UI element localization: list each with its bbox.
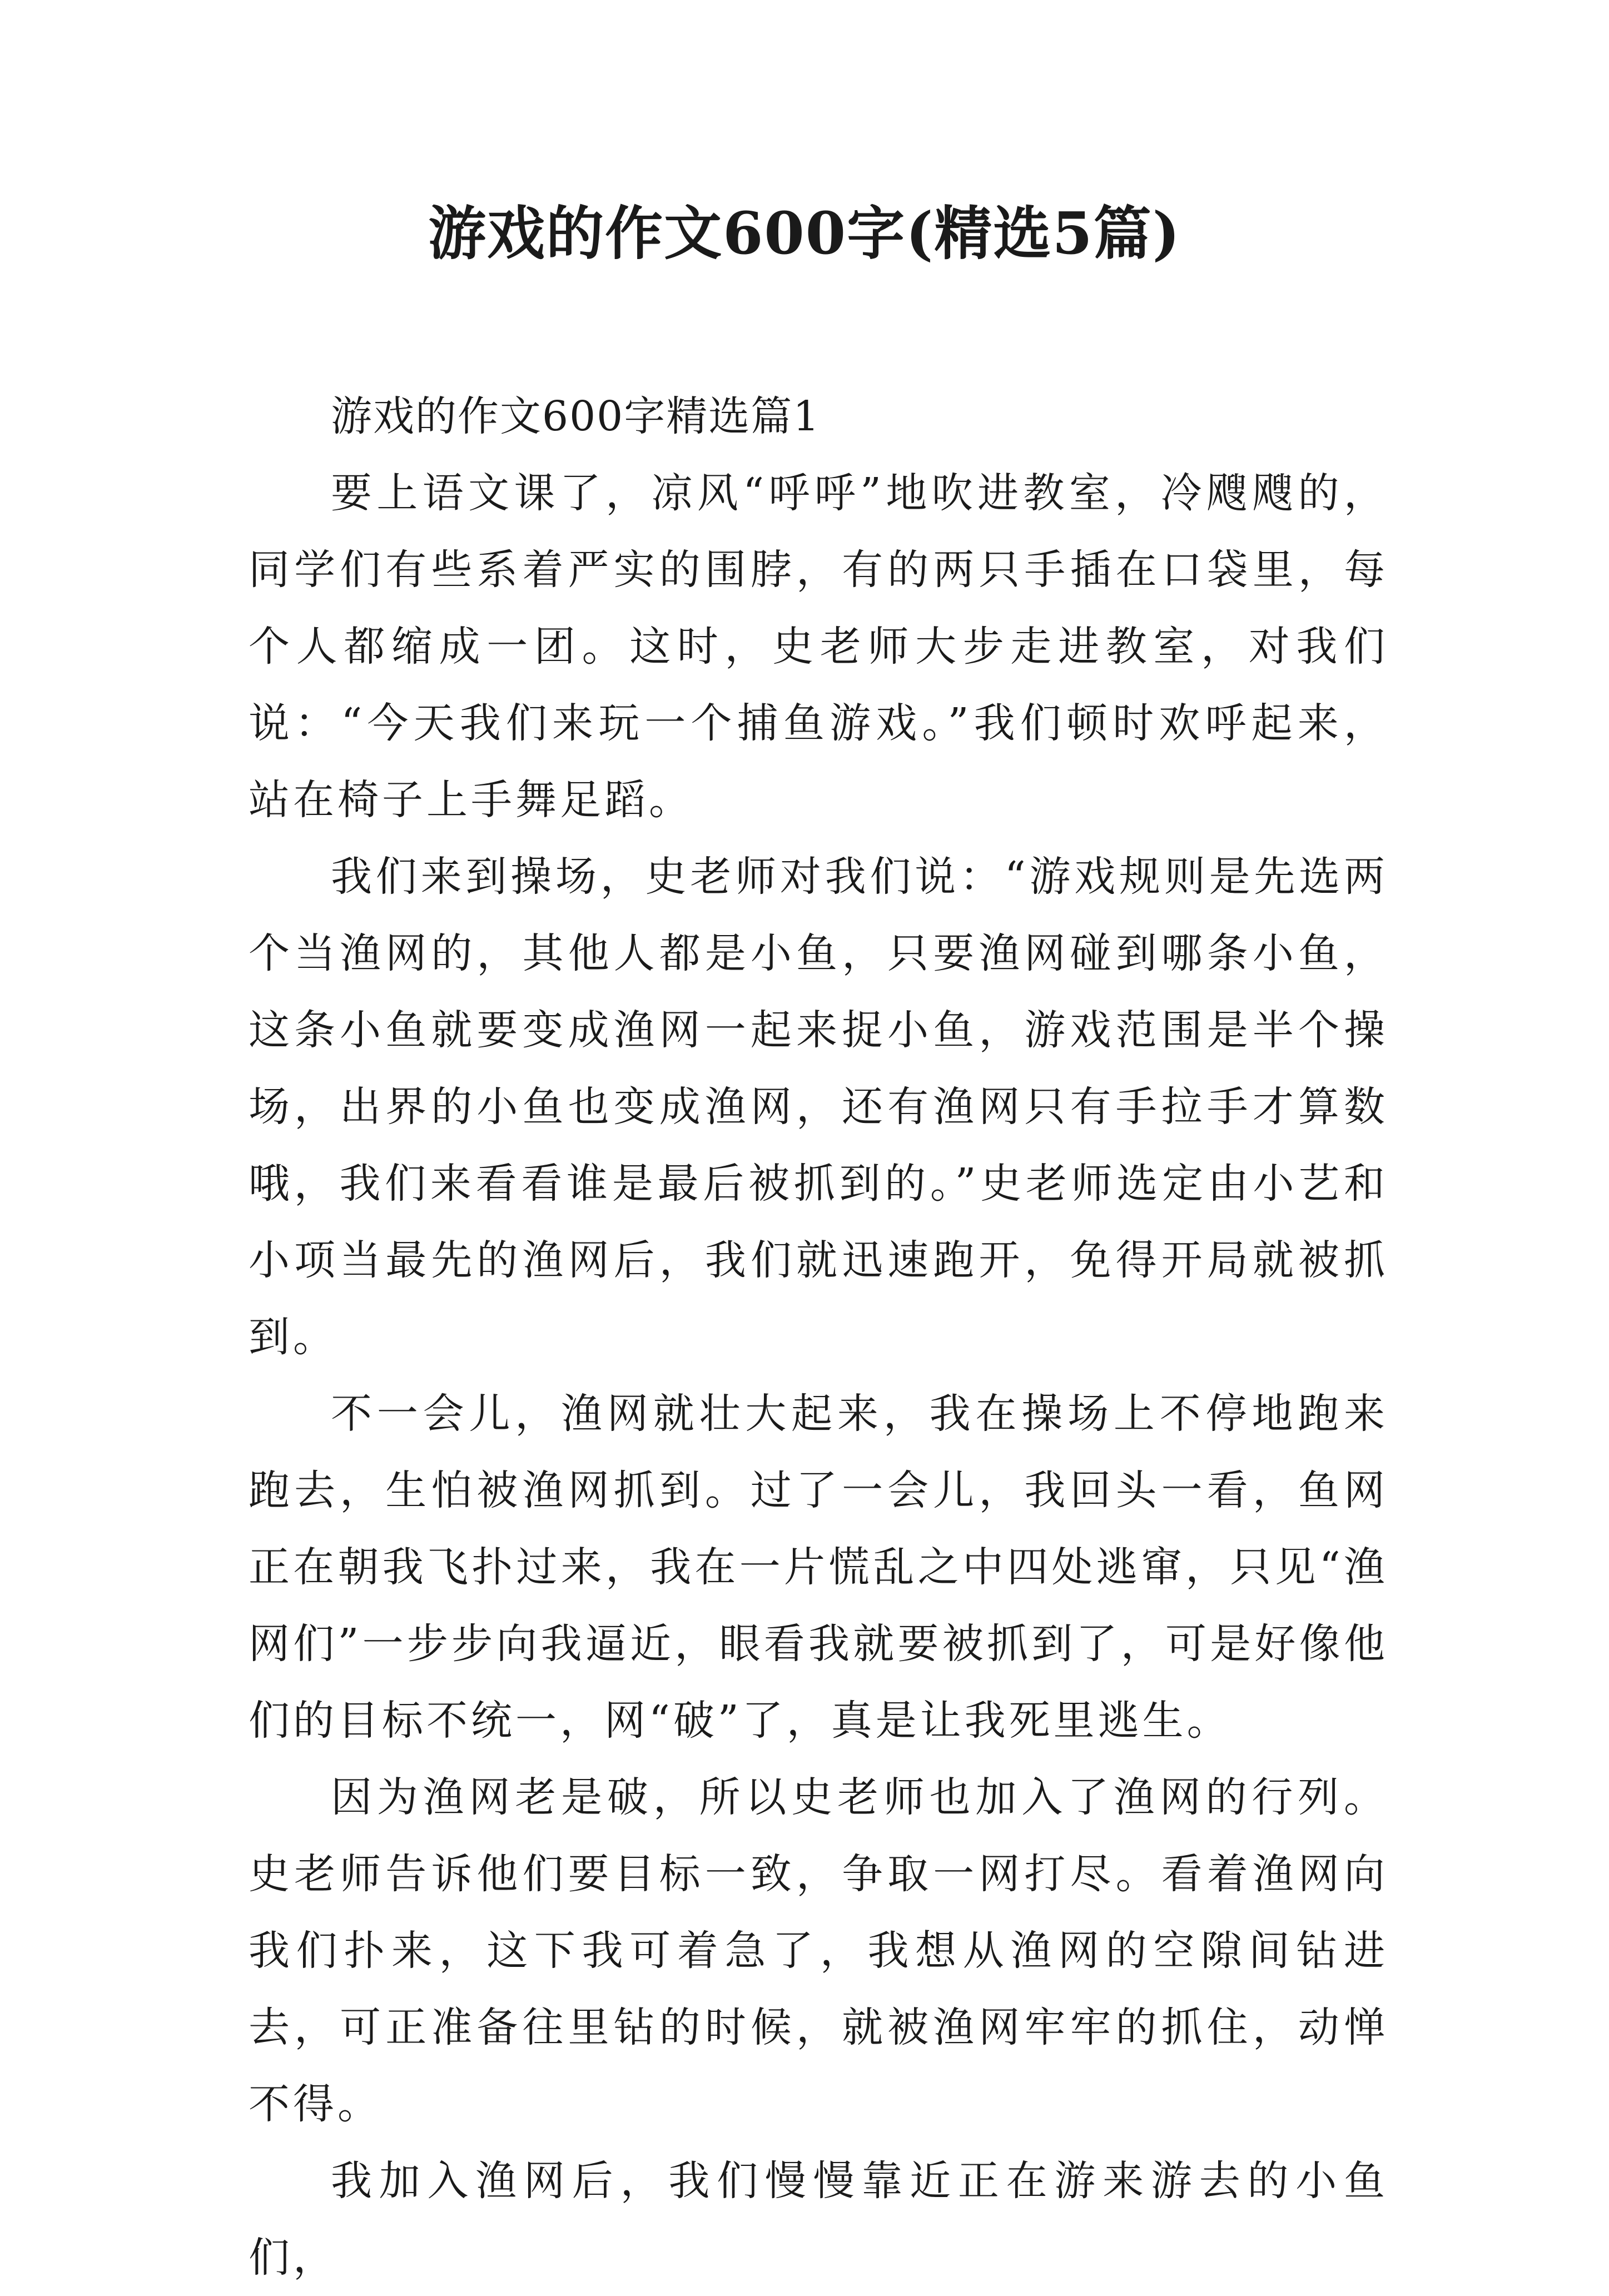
paragraph-1: 要上语文课了，凉风“呼呼”地吹进教室，冷飕飕的，同学们有些系着严实的围脖，有的两只手插在口袋里，每个人都缩成一团。这时，史老师大步走进教室，对我们说：“今天我们来玩一个捕鱼游戏。”我们顿时欢呼起来，站在椅子上手舞足蹈。 <box>249 469 1388 824</box>
section-heading: 游戏的作文600字精选篇1 <box>331 392 821 440</box>
paragraph-5: 我加入渔网后，我们慢慢靠近正在游来游去的小鱼们， <box>249 2157 1388 2282</box>
paragraph-4: 因为渔网老是破，所以史老师也加入了渔网的行列。史老师告诉他们要目标一致，争取一网打尽。看着渔网向我们扑来，这下我可着急了，我想从渔网的空隙间钻进去，可正准备往里钻的时候，就被渔网牢牢的抓住，动惮不得。 <box>249 1773 1388 2128</box>
document-body <box>249 378 1388 2296</box>
paragraph-2: 我们来到操场，史老师对我们说：“游戏规则是先选两个当渔网的，其他人都是小鱼，只要渔网碰到哪条小鱼，这条小鱼就要变成渔网一起来捉小鱼，游戏范围是半个操场，出界的小鱼也变成渔网，还有渔网只有手拉手才算数哦，我们来看看谁是最后被抓到的。”史老师选定由小艺和小项当最先的渔网后，我们就迅速跑开，免得开局就被抓到。 <box>249 853 1388 1361</box>
paragraph-3: 不一会儿，渔网就壮大起来，我在操场上不停地跑来跑去，生怕被渔网抓到。过了一会儿，我回头一看，鱼网正在朝我飞扑过来，我在一片慌乱之中四处逃窜，只见“渔网们”一步步向我逼近，眼看我就要被抓到了，可是好像他们的目标不统一，网“破”了，真是让我死里逃生。 <box>249 1390 1388 1745</box>
document-title: 游戏的作文600字(精选5篇) <box>428 199 1181 267</box>
